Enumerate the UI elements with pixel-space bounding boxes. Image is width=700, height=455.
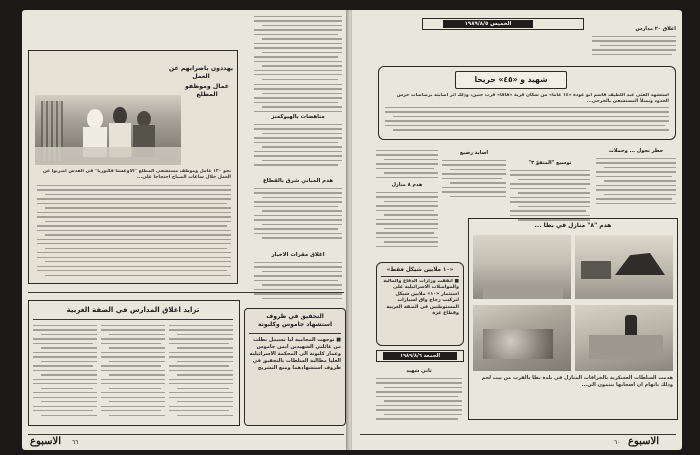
- right-page: [352, 10, 682, 450]
- workers-headline-line1: عمال وموظفو المطلع: [185, 83, 229, 98]
- page-number-right: ٦٠: [614, 439, 621, 446]
- millions-body: ■ اتفقت وزارات الدفاع والمالية والمواصلات الاسرائيلية على استثمار «١٠» ملايين شيكل لتركيب زجاج واق لسيارات المستوطنين في الضفة الغربية وقطاع غزة: [383, 279, 459, 317]
- schools-col-1: [169, 325, 233, 417]
- workers-body-lead: [37, 169, 231, 181]
- section-left-text: [376, 150, 438, 180]
- demolition-photo-box: [468, 218, 678, 420]
- text-column-top: [254, 16, 342, 80]
- demolition-photo-1: [473, 235, 571, 299]
- section-4-text: [376, 192, 438, 252]
- section-heading-2: توسيع "المتفوّ ٣": [528, 160, 572, 166]
- section-heading-5: هدم "٨" منازل في بطا ...: [534, 222, 612, 229]
- workers-photo: [35, 95, 181, 165]
- main-body-text: [385, 107, 669, 135]
- friday-bar-title: الجمعة ١٩٨٩/٨/٦: [383, 352, 457, 360]
- col-heading-1: مناهضات بالهيوكمنز: [271, 114, 325, 120]
- section-heading-3: حظر تجول ... وحملات: [608, 148, 664, 154]
- section-1-text: [442, 160, 506, 200]
- demolition-photo-4: [575, 305, 673, 371]
- demolition-photo-3: [473, 305, 571, 371]
- section-heading-4: هدم ٨ منازل: [391, 182, 423, 188]
- schools-headline: تزايد اغلاق المدارس في الضفة الغربية: [66, 306, 200, 314]
- text-column-2: [254, 84, 342, 114]
- lower-heading: ثاني شهيد: [406, 368, 432, 374]
- date-strip-title: الخميس ١٩٨٩/٨/٥: [443, 20, 533, 28]
- investigation-headline: [247, 313, 343, 329]
- page-number-left: ٦٦: [72, 439, 79, 446]
- workers-body-text: [37, 185, 231, 277]
- schools-col-2: [101, 325, 165, 417]
- workers-subheadline: [167, 65, 235, 81]
- workers-strike-article: [28, 50, 238, 284]
- main-headline: شهيد و «٤٥» جريحا: [474, 75, 548, 84]
- millions-headline: «١٠ ملايين شيكل فقط»: [386, 267, 454, 273]
- millions-article: [376, 262, 464, 346]
- section-3-text: [596, 158, 676, 210]
- text-column-3: [254, 124, 342, 170]
- schools-col-3: [33, 325, 97, 417]
- workers-headline-line2: يهددون باضرابهم عن العمل: [168, 65, 234, 80]
- workers-headline: [179, 83, 235, 105]
- workers-body-line2: العمل خلال ساعات الصباح احتجاجا على...: [136, 175, 231, 180]
- col-heading-2: هدم المباني شرق بالقطاع: [262, 178, 333, 184]
- photo-caption: هدمت السلطات العسكرية بالجرافات المنازل في بلدة بطا بالقرب من بيت لحم وذلك باتهام ان اصحابها ينتمون الى...: [481, 375, 673, 388]
- left-page: [22, 10, 350, 450]
- main-body-lead: استشهد الفتى عبد اللطيف قاسم ابو عودة «١٤ عاما» من سكان قرية «قاقا» قرب جنين، وذلك اثر اصابته برصاصات حرس الحدود ويمتلأ المستشفى بالجرحى...: [396, 93, 669, 104]
- main-story-box: [378, 66, 676, 140]
- text-column-4: [254, 188, 342, 244]
- date-strip: [422, 18, 584, 30]
- magazine-name-left: الاسبوع: [30, 436, 62, 447]
- magazine-name-right: الاسبوع: [628, 436, 660, 447]
- lower-text: [376, 378, 462, 424]
- top-right-header: اغلاق ٢٠ مدارس: [635, 26, 676, 32]
- investigation-body: ■ توجهت المحامية ليا تسيمل بطلب من عائلتي الشهيدين ايمن جاموس وعمار كلبونة الى المحكمة الاسرائيلية العليا مطالبة السلطات بالتحقيق في ظروف استشهادهما ومنع التشريح: [249, 337, 341, 371]
- investigation-headline-line1: التحقيق في ظروف: [266, 313, 324, 320]
- investigation-headline-line2: استشهاد جاموس وكلبونة: [257, 321, 333, 328]
- friday-strip: [376, 350, 464, 362]
- investigation-article: [244, 308, 346, 426]
- main-headline-frame: [455, 71, 567, 89]
- col-heading-3: اغلاق مقرات الاخبار: [271, 252, 325, 258]
- demolition-photo-2: [575, 235, 673, 299]
- workers-body-line1: نحو ١٢٠ عامل وموظف مستشفى المطلع "الأوغستا فكتوريا" في القدس اضربوا عن: [42, 169, 231, 174]
- schools-article: [28, 300, 240, 426]
- section-heading-1: اصابة رضيع: [459, 150, 489, 156]
- top-right-text: [592, 36, 676, 60]
- text-column-5: [254, 262, 342, 302]
